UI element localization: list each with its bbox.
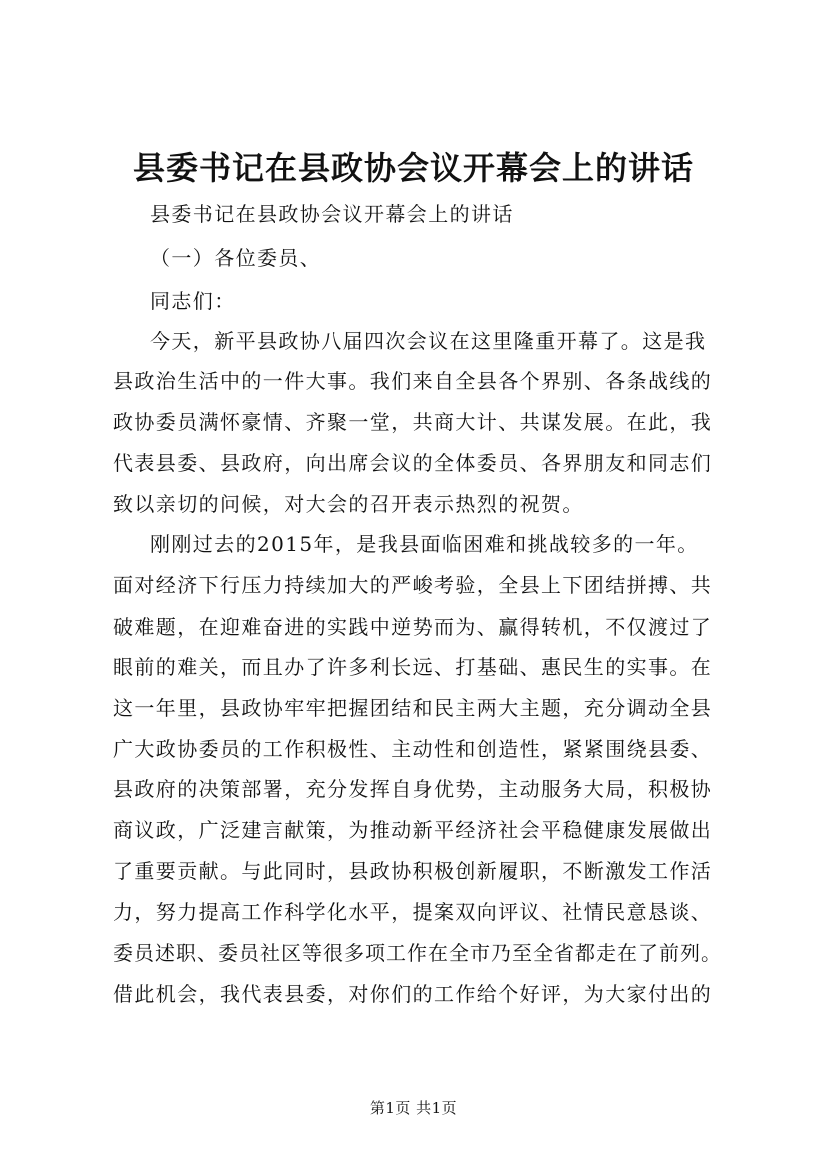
document-title: 县委书记在县政协会议开幕会上的讲话	[132, 149, 694, 187]
paragraph-line: 这一年里，县政协牢牢把握团结和民主两大主题，充分调动全县	[113, 696, 713, 720]
paragraph-line: 致以亲切的问候，对大会的召开表示热烈的祝贺。	[113, 492, 584, 516]
page-footer: 第1页 共1页	[369, 1099, 458, 1117]
paragraph-line: 借此机会，我代表县委，对你们的工作给个好评，为大家付出的	[113, 982, 713, 1006]
paragraph-line: 刚刚过去的2015年，是我县面临困难和挑战较多的一年。	[150, 532, 699, 556]
paragraph-line: 力，努力提高工作科学化水平，提案双向评议、社情民意恳谈、	[113, 900, 713, 924]
salutation-line: （一）各位委员、	[150, 246, 322, 270]
paragraph-line: 政协委员满怀豪情、齐聚一堂，共商大计、共谋发展。在此，我	[113, 410, 713, 434]
paragraph-line: 了重要贡献。与此同时，县政协积极创新履职，不断激发工作活	[113, 859, 713, 883]
paragraph-line: 代表县委、县政府，向出席会议的全体委员、各界朋友和同志们	[113, 451, 713, 475]
paragraph-line: 委员述职、委员社区等很多项工作在全市乃至全省都走在了前列。	[113, 941, 722, 965]
paragraph-line: 县政府的决策部署，充分发挥自身优势，主动服务大局，积极协	[113, 777, 713, 801]
paragraph-line: 眼前的难关，而且办了许多利长远、打基础、惠民生的实事。在	[113, 655, 713, 679]
paragraph-line: 县政治生活中的一件大事。我们来自全县各个界别、各条战线的	[113, 369, 713, 393]
paragraph-line: 今天，新平县政协八届四次会议在这里隆重开幕了。这是我	[150, 329, 707, 353]
paragraph-line: 商议政，广泛建言献策，为推动新平经济社会平稳健康发展做出	[113, 818, 713, 842]
paragraph-line: 破难题，在迎难奋进的实践中逆势而为、赢得转机，不仅渡过了	[113, 615, 713, 639]
paragraph-line: 面对经济下行压力持续加大的严峻考验，全县上下团结拼搏、共	[113, 573, 713, 597]
salutation-line: 同志们：	[150, 289, 236, 313]
paragraph-line: 广大政协委员的工作积极性、主动性和创造性，紧紧围绕县委、	[113, 737, 713, 761]
subtitle-line: 县委书记在县政协会议开幕会上的讲话	[150, 202, 514, 226]
